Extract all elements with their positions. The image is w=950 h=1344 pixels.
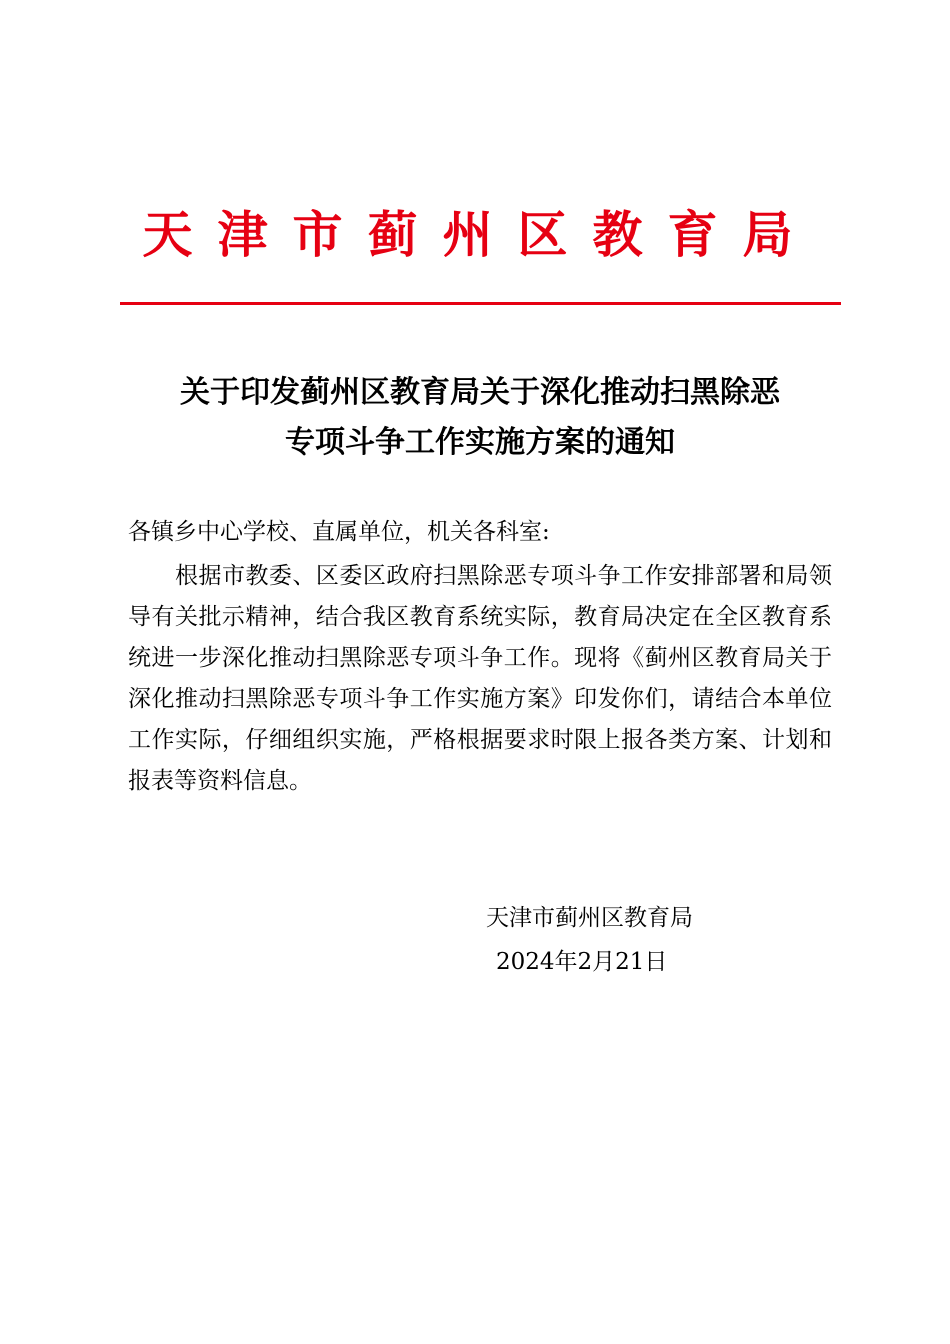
letterhead-red-divider (120, 302, 841, 305)
document-date: 2024年2月21日 (496, 949, 668, 975)
letterhead-org-name: 天津市蓟州区教育局 (142, 205, 818, 264)
signature-org: 天津市蓟州区教育局 (486, 905, 693, 931)
body-paragraph: 根据市教委、区委区政府扫黑除恶专项斗争工作安排部署和局领导有关批示精神，结合我区教育系统实际，教育局决定在全区教育系统进一步深化推动扫黑除恶专项斗争工作。现将《蓟州区教育局关于深化推动扫黑除恶专项斗争工作实施方案》印发你们，请结合本单位工作实际，仔细组织实施，严格根据要求时限上报各类方案、计划和报表等资料信息。 (128, 563, 832, 794)
salutation: 各镇乡中心学校、直属单位，机关各科室: (128, 519, 550, 545)
document-title-line-1: 关于印发蓟州区教育局关于深化推动扫黑除恶 (180, 375, 780, 410)
document-title-line-2: 专项斗争工作实施方案的通知 (285, 425, 675, 460)
document-title (100, 368, 860, 468)
